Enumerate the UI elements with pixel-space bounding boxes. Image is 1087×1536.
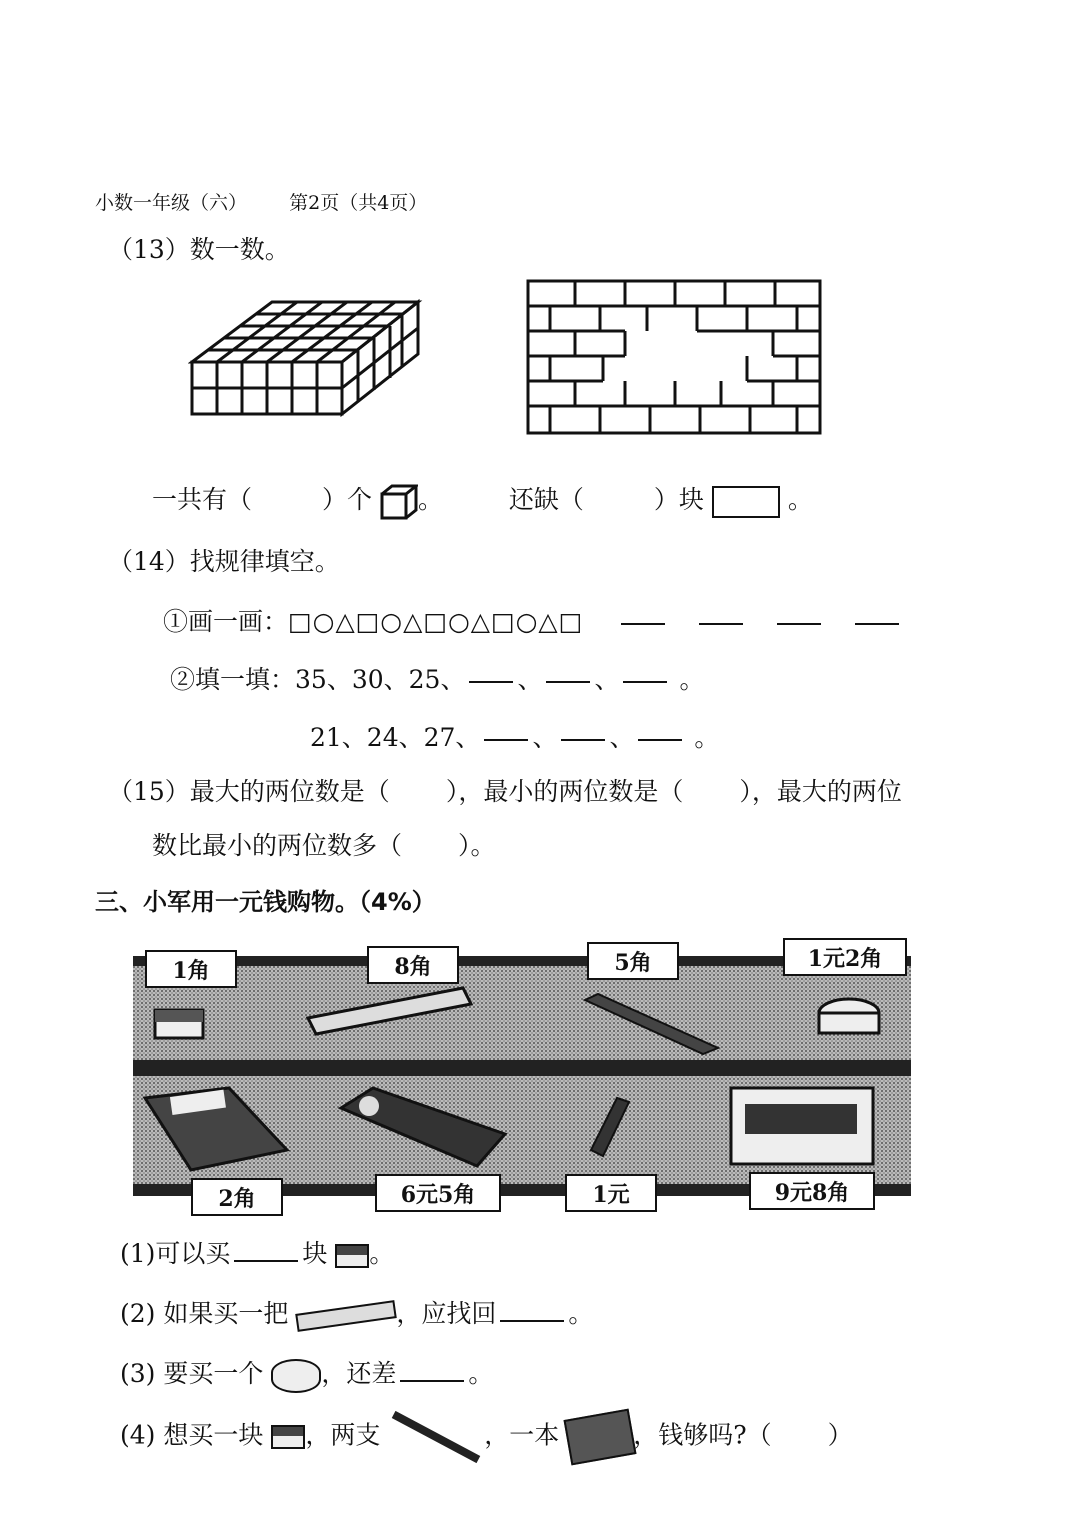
page-header bbox=[95, 188, 427, 215]
q15-text-5: ）。 bbox=[458, 831, 496, 860]
q2-text: (2) 如果买一把 bbox=[120, 1299, 289, 1328]
grade-label: 小数一年级（六） bbox=[95, 192, 248, 214]
fill-blank[interactable] bbox=[561, 738, 605, 741]
sharpener-icon bbox=[819, 999, 879, 1033]
fill-blank[interactable] bbox=[638, 738, 682, 741]
fill-blank[interactable] bbox=[623, 680, 667, 683]
fill-blank[interactable] bbox=[469, 680, 513, 683]
cube-icon bbox=[380, 484, 418, 520]
period: 。 bbox=[679, 665, 705, 694]
q15-line-1 bbox=[108, 772, 902, 808]
separator: 、 bbox=[517, 665, 543, 694]
sharpener-icon bbox=[271, 1359, 321, 1393]
page-number: 第2页（共4页） bbox=[289, 192, 428, 214]
notebook-icon bbox=[564, 1409, 637, 1466]
fill-blank[interactable] bbox=[546, 680, 590, 683]
q4-text-2: ，两支 bbox=[305, 1420, 381, 1450]
separator: 、 bbox=[609, 723, 635, 752]
price-tag-pencil: 5角 bbox=[587, 942, 679, 980]
q1-text: (1)可以买 bbox=[120, 1239, 231, 1268]
draw-blank[interactable] bbox=[855, 622, 899, 625]
separator: 、 bbox=[594, 665, 620, 694]
section-3-title: 三、小军用一元钱购物。（4%） bbox=[95, 888, 436, 916]
q13-count-text-2: ）个 bbox=[322, 485, 373, 514]
sequence-1: 35、30、25、 bbox=[295, 665, 466, 694]
q13-count-text: 一共有（ bbox=[152, 485, 253, 514]
draw-blank[interactable] bbox=[777, 622, 821, 625]
eraser-icon bbox=[271, 1425, 305, 1449]
shape-sequence: □○△□○△□○△□○△□ bbox=[288, 607, 584, 636]
ruler-icon bbox=[296, 1300, 398, 1332]
q13-missing-text-2: ）块 bbox=[653, 485, 704, 514]
shop-shelf-picture bbox=[133, 938, 911, 1210]
eraser-icon bbox=[155, 1010, 203, 1038]
q2-text-2: ，应找回 bbox=[396, 1299, 497, 1328]
price-tag-box: 9元8角 bbox=[749, 1172, 875, 1210]
q3-period: 。 bbox=[468, 1359, 494, 1388]
answer-blank[interactable] bbox=[234, 1259, 298, 1262]
shop-question-2 bbox=[120, 1294, 593, 1330]
eraser-icon bbox=[335, 1244, 369, 1268]
brick-icon bbox=[712, 486, 780, 518]
q4-text: (4) 想买一块 bbox=[120, 1420, 264, 1450]
q14-fill-row-1 bbox=[170, 660, 704, 696]
fill-label: ②填一填： bbox=[170, 665, 296, 694]
shop-question-4 bbox=[120, 1414, 853, 1460]
q13-missing-text: 还缺（ bbox=[508, 485, 584, 514]
q13-period: 。 bbox=[417, 485, 443, 514]
q3-text-2: ，还差 bbox=[321, 1359, 397, 1388]
q2-period: 。 bbox=[568, 1299, 594, 1328]
q15-text-4: 数比最小的两位数多（ bbox=[152, 831, 403, 860]
price-tag-pencil-case: 6元5角 bbox=[375, 1174, 501, 1212]
price-tag-sharpener: 1元2角 bbox=[783, 938, 907, 976]
shop-question-1 bbox=[120, 1234, 394, 1270]
q13-title: （13）数一数。 bbox=[108, 235, 290, 264]
q15-line-2 bbox=[152, 826, 496, 862]
draw-label: ①画一画： bbox=[163, 607, 289, 636]
q14-title: （14）找规律填空。 bbox=[108, 547, 340, 576]
cube-block-figure bbox=[188, 298, 423, 420]
pencil-icon bbox=[392, 1411, 481, 1463]
price-tag-pen: 1元 bbox=[565, 1174, 657, 1212]
q1-text-2: 块 bbox=[302, 1239, 328, 1268]
q1-period: 。 bbox=[369, 1239, 395, 1268]
price-tag-ruler: 8角 bbox=[367, 946, 459, 984]
q15-text-1: （15）最大的两位数是（ bbox=[108, 777, 390, 806]
price-tag-notebook: 2角 bbox=[191, 1178, 283, 1216]
q4-text-4: ，钱够吗?（ bbox=[633, 1420, 772, 1450]
draw-blank[interactable] bbox=[621, 622, 665, 625]
answer-blank[interactable] bbox=[500, 1319, 564, 1322]
separator: 、 bbox=[532, 723, 558, 752]
q15-text-2: ），最小的两位数是（ bbox=[445, 777, 684, 806]
price-tag-eraser: 1角 bbox=[145, 950, 237, 988]
q14-draw-row bbox=[163, 602, 903, 638]
q14-fill-row-2 bbox=[310, 718, 719, 754]
sequence-2: 21、24、27、 bbox=[310, 723, 481, 752]
answer-blank[interactable] bbox=[400, 1379, 464, 1382]
q13-period-2: 。 bbox=[787, 485, 813, 514]
shop-question-3 bbox=[120, 1354, 493, 1393]
q13-answer-row bbox=[152, 480, 813, 520]
q15-text-3: ），最大的两位 bbox=[739, 777, 902, 806]
q4-text-3: ，一本 bbox=[484, 1420, 560, 1450]
box-icon bbox=[731, 1088, 873, 1164]
q3-text: (3) 要买一个 bbox=[120, 1359, 264, 1388]
fill-blank[interactable] bbox=[484, 738, 528, 741]
period: 。 bbox=[694, 723, 720, 752]
brick-wall-figure bbox=[525, 278, 823, 438]
q4-text-5: ） bbox=[827, 1420, 853, 1450]
draw-blank[interactable] bbox=[699, 622, 743, 625]
